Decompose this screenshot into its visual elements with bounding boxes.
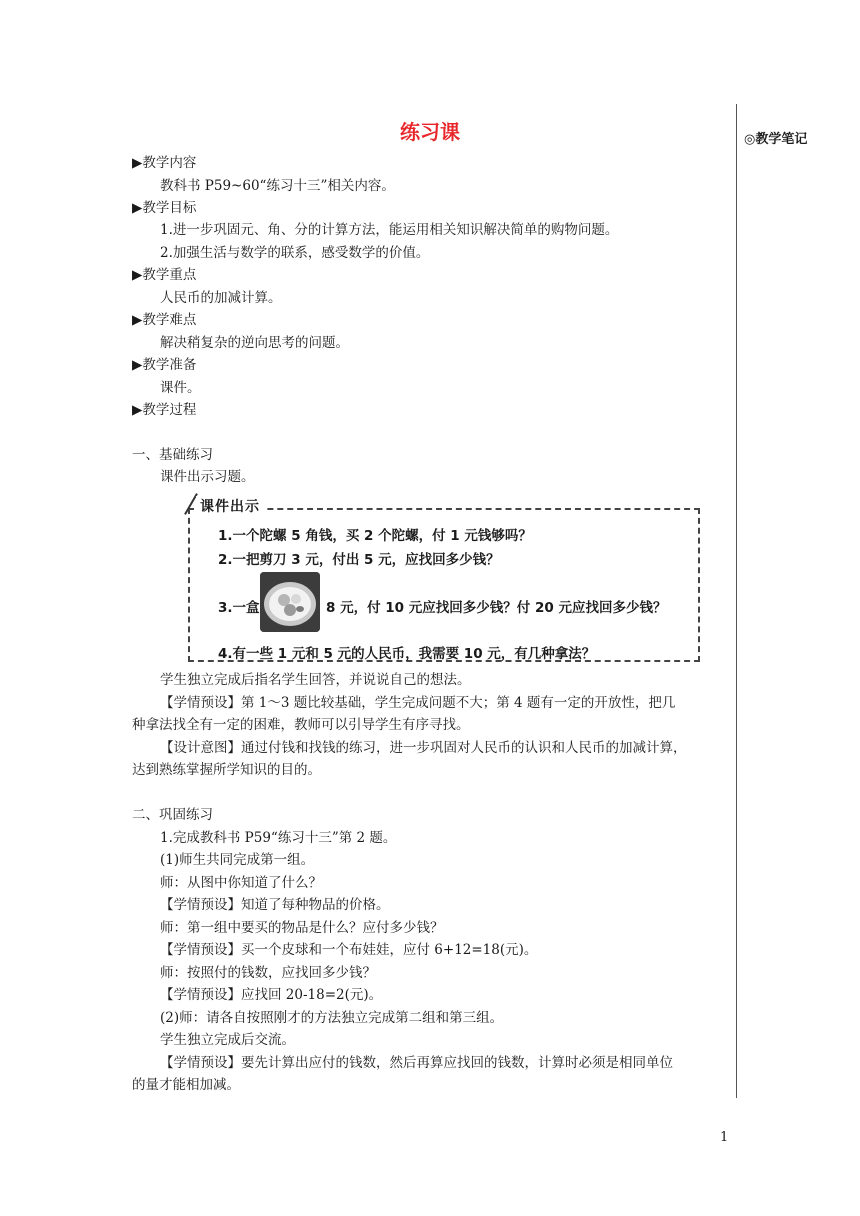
part2-line8: 【学情预设】应找回 20-18=2(元)。: [160, 987, 383, 1003]
section-difficulty-label: ▶教学难点: [132, 312, 197, 328]
part2-line5: 师：第一组中要买的物品是什么？应付多少钱？: [160, 920, 444, 936]
part2-line6: 【学情预设】买一个皮球和一个布娃娃，应付 6+12=18(元)。: [160, 942, 538, 958]
exercise-q3-suffix: 8 元，付 10 元应找回多少钱？付 20 元应找回多少钱？: [326, 600, 667, 616]
exercise-q4: 4.有一些 1 元和 5 元的人民币，我需要 10 元，有几种拿法？: [218, 646, 596, 662]
margin-divider: [736, 104, 737, 1098]
part2-line3: 师：从图中你知道了什么？: [160, 875, 322, 891]
page-number: 1: [720, 1130, 729, 1145]
exercise-q2: 2.一把剪刀 3 元，付出 5 元，应找回多少钱？: [218, 552, 500, 568]
part2-line2: (1)师生共同完成第一组。: [160, 852, 315, 868]
exercise-box-label: 课件出示: [196, 496, 264, 516]
section-goals-label: ▶教学目标: [132, 200, 197, 216]
section-process-label: ▶教学过程: [132, 402, 197, 418]
part2-line7: 师：按照付的钱数，应找回多少钱？: [160, 965, 376, 981]
part2-heading: 二、巩固练习: [132, 807, 213, 823]
section-prep-text: 课件。: [160, 380, 201, 396]
part2-line12: 的量才能相加减。: [132, 1077, 240, 1093]
section-difficulty-text: 解决稍复杂的逆向思考的问题。: [160, 335, 349, 351]
part1-intro: 课件出示习题。: [160, 469, 255, 485]
part1-heading: 一、基础练习: [132, 447, 213, 463]
section-content-label: ▶教学内容: [132, 155, 197, 171]
section-key-text: 人民币的加减计算。: [160, 290, 282, 306]
notes-heading: ◎教学笔记: [744, 132, 808, 147]
exercise-q1: 1.一个陀螺 5 角钱，买 2 个陀螺，付 1 元钱够吗？: [218, 528, 532, 544]
part2-line4: 【学情预设】知道了每种物品的价格。: [160, 897, 390, 913]
part1-design-line1: 【设计意图】通过付钱和找钱的练习，进一步巩固对人民币的认识和人民币的加减计算，: [160, 740, 687, 756]
part2-line1: 1.完成教科书 P59“练习十三”第 2 题。: [160, 830, 397, 846]
goal-1: 1.进一步巩固元、角、分的计算方法，能运用相关知识解决简单的购物问题。: [160, 222, 619, 238]
part2-line10: 学生独立完成后交流。: [160, 1032, 295, 1048]
part2-line11: 【学情预设】要先计算出应付的钱数，然后再算应找回的钱数，计算时必须是相同单位: [160, 1055, 673, 1071]
food-box-image: [260, 572, 320, 632]
part1-design-line2: 达到熟练掌握所学知识的目的。: [132, 762, 321, 778]
goal-2: 2.加强生活与数学的联系，感受数学的价值。: [160, 245, 430, 261]
page-title: 练习课: [400, 120, 460, 144]
exercise-q3-prefix: 3.一盒: [218, 600, 260, 616]
part2-line9: (2)师：请各自按照刚才的方法独立完成第二组和第三组。: [160, 1010, 504, 1026]
part1-preset-line2: 种拿法找全有一定的困难，教师可以引导学生有序寻找。: [132, 717, 470, 733]
section-content-text: 教科书 P59~60“练习十三”相关内容。: [160, 178, 395, 194]
part1-after: 学生独立完成后指名学生回答，并说说自己的想法。: [160, 672, 471, 688]
section-prep-label: ▶教学准备: [132, 357, 197, 373]
part1-preset-line1: 【学情预设】第 1～3 题比较基础，学生完成问题不大；第 4 题有一定的开放性，把几: [160, 695, 676, 711]
section-key-label: ▶教学重点: [132, 267, 197, 283]
